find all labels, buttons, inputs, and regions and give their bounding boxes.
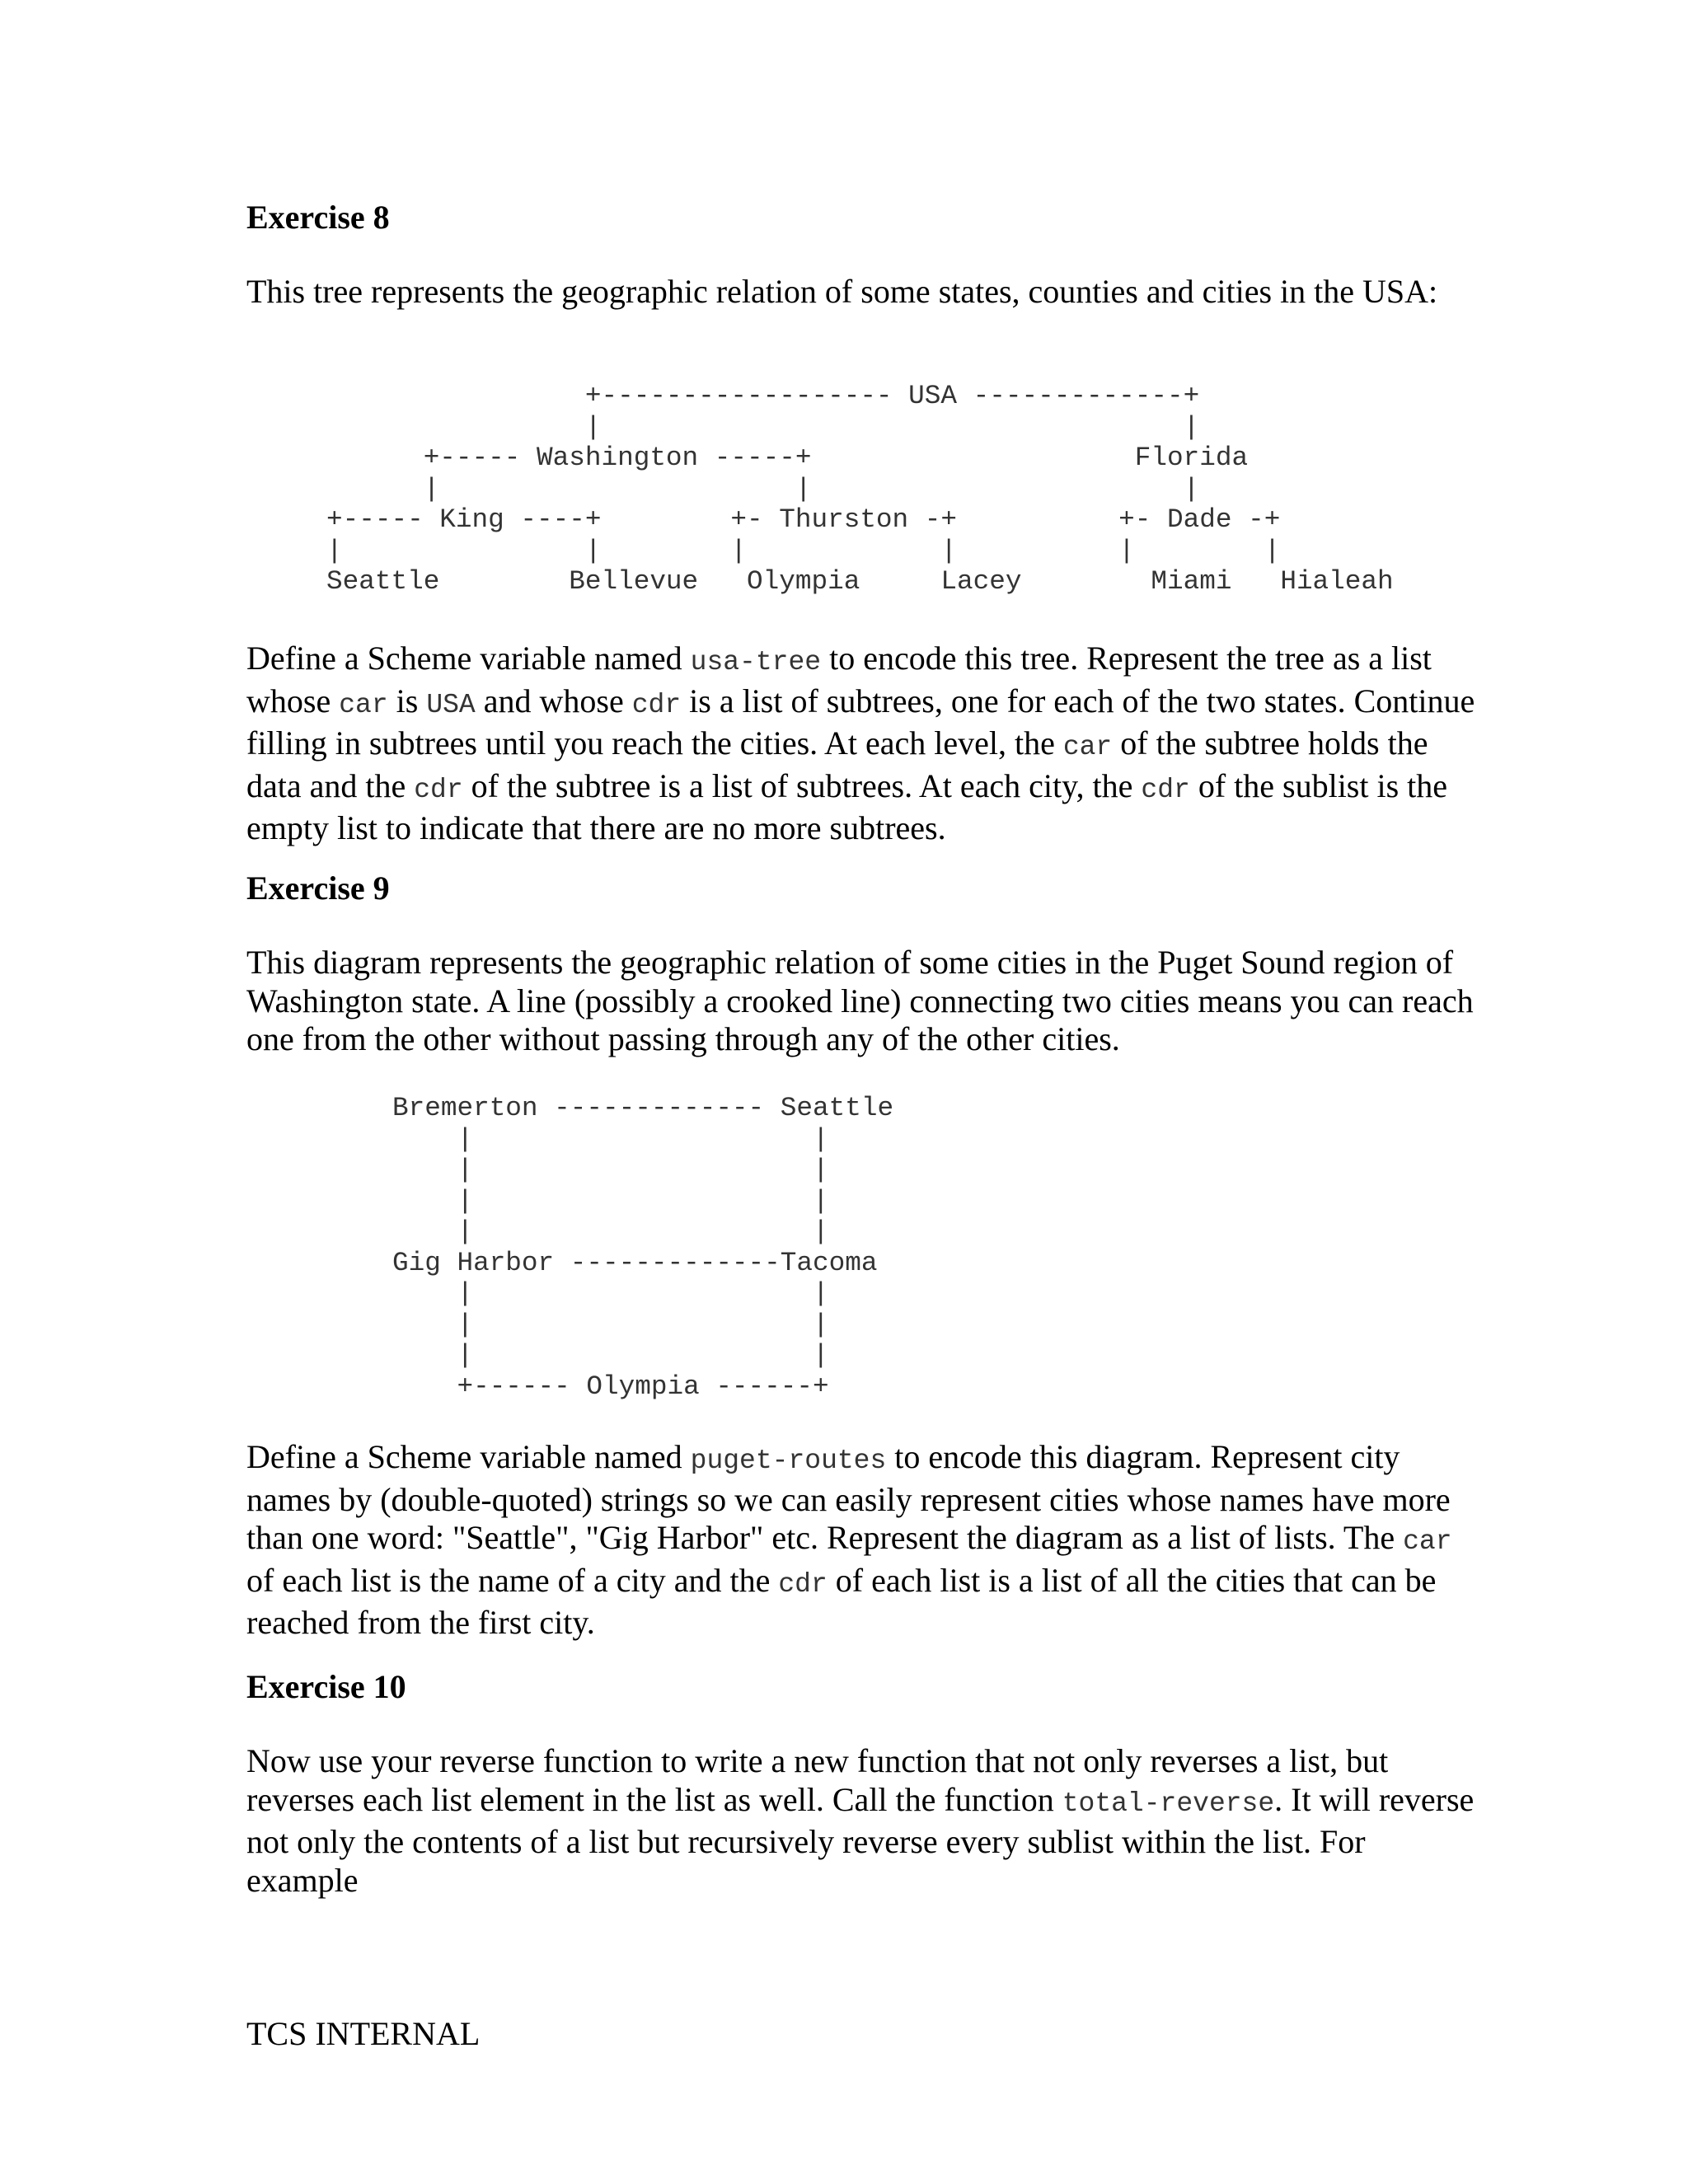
code-usa-tree: usa-tree bbox=[690, 647, 822, 677]
code-cdr: cdr bbox=[1141, 774, 1190, 805]
exercise-10-description: Now use your reverse function to write a new function that not only reverses a list, but reverses each list element in the list as well. Call the function total-reverse. It will reverse not only the contents of a list but recursively reverse every sublist within the list. For example bbox=[246, 1742, 1475, 1899]
code-car: car bbox=[1403, 1526, 1452, 1557]
usa-tree-diagram: +------------------ USA -------------+ | | +----- Washington -----+ Florida | | | +----- King ----+ +- Thurston -+ +- Dade -+ | | | | | | Seattle Bellevue Olympia Lacey Miami Hialeah bbox=[326, 381, 1394, 597]
code-cdr: cdr bbox=[631, 689, 682, 720]
exercise-9-heading: Exercise 9 bbox=[246, 869, 390, 907]
exercise-8-heading: Exercise 8 bbox=[246, 199, 390, 236]
code-total-reverse: total-reverse bbox=[1062, 1788, 1275, 1819]
exercise-8-description: Define a Scheme variable named usa-tree to encode this tree. Represent the tree as a list whose car is USA and whose cdr is a list of subtrees, one for each of the two states. Continue filling in subtrees until you reach the cities. At each level, the car of the subtree holds the data and the cdr of the subtree is a list of subtrees. At each city, the cdr of the sublist is the empty list to indicate that there are no more subtrees. bbox=[246, 640, 1475, 846]
code-cdr: cdr bbox=[778, 1568, 828, 1600]
puget-routes-diagram: Bremerton ------------- Seattle | | | | | | | | Gig Harbor -------------Tacoma | | | | | | +------ Olympia ------+ bbox=[392, 1093, 894, 1402]
exercise-8-intro: This tree represents the geographic relation of some states, counties and cities in the USA: bbox=[246, 273, 1438, 310]
footer-classification: TCS INTERNAL bbox=[246, 2015, 481, 2052]
code-usa: USA bbox=[426, 689, 476, 720]
exercise-9-intro: This diagram represents the geographic relation of some cities in the Puget Sound region of Washington state. A line (possibly a crooked line) connecting two cities means you can reach one from the other without passing through any of the other cities. bbox=[246, 944, 1474, 1057]
code-car: car bbox=[339, 689, 388, 720]
code-car: car bbox=[1062, 732, 1113, 762]
code-cdr: cdr bbox=[414, 774, 463, 805]
code-puget-routes: puget-routes bbox=[690, 1446, 887, 1476]
exercise-10-heading: Exercise 10 bbox=[246, 1668, 406, 1705]
exercise-9-description: Define a Scheme variable named puget-routes to encode this diagram. Represent city names by (double-quoted) strings so we can easily represent cities whose names have more than one word: "Seattle", "Gig Harbor" etc. Represent the diagram as a list of lists. The car of each list is the name of a city and the cdr of each list is a list of all the cities that can be reached from the first city. bbox=[246, 1438, 1452, 1641]
